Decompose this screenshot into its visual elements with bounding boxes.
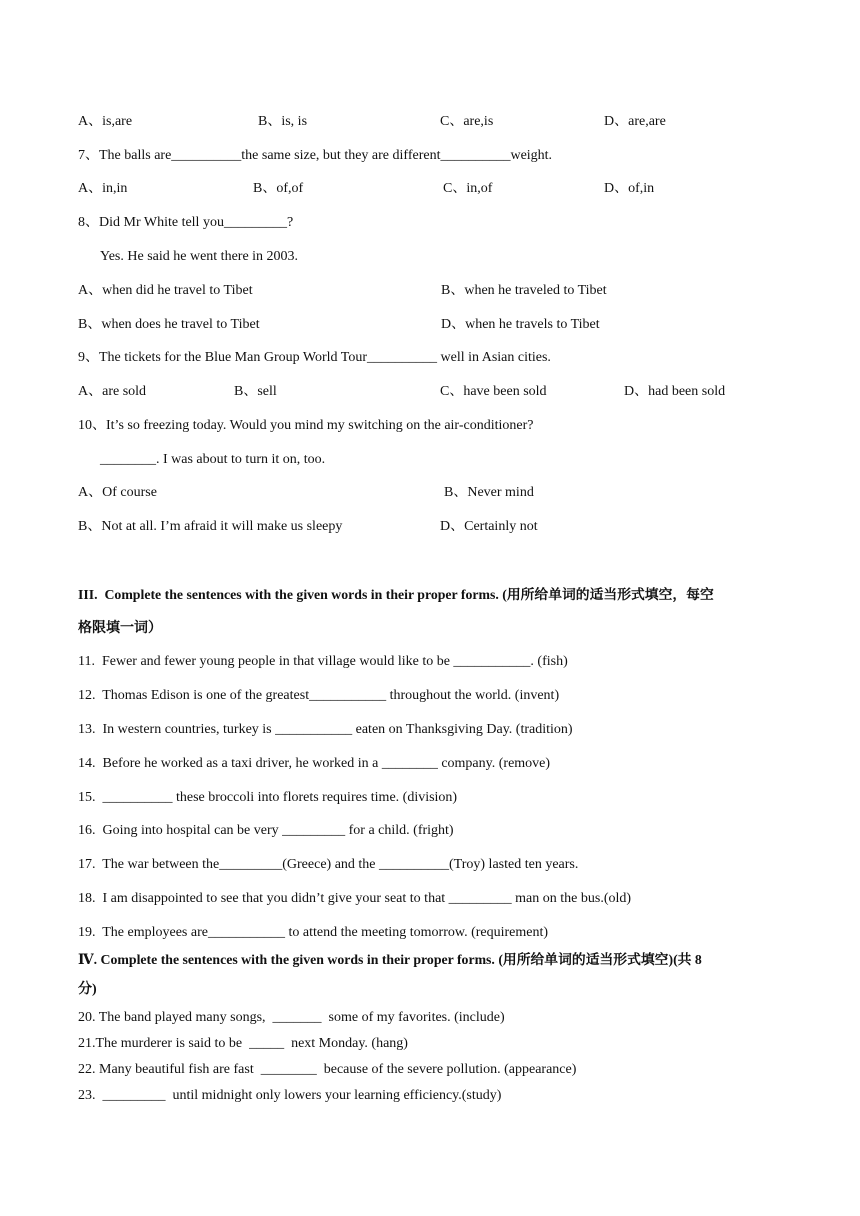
section-3-heading: III. Complete the sentences with the given words in their proper forms. (用所给单词的适当形式填空，每空 bbox=[78, 587, 714, 602]
q8-reply: Yes. He said he went there in 2003. bbox=[100, 249, 299, 264]
q6-option-a: A、is,are bbox=[78, 114, 133, 129]
section-3-item-18: 18. I am disappointed to see that you didn’t give your seat to that _________ man on the bus.(old) bbox=[78, 891, 632, 906]
section-4-item-22: 22. Many beautiful fish are fast ________ because of the severe pollution. (appearance) bbox=[78, 1062, 577, 1077]
section-4-item-23: 23. _________ until midnight only lowers your learning efficiency.(study) bbox=[78, 1088, 502, 1103]
q6-option-c: C、are,is bbox=[440, 114, 494, 129]
q8-option-d: D、when he travels to Tibet bbox=[441, 317, 600, 332]
q8-option-a: A、when did he travel to Tibet bbox=[78, 283, 253, 298]
q8-option-c: B、when does he travel to Tibet bbox=[78, 317, 260, 332]
q7-option-c: C、in,of bbox=[443, 181, 493, 196]
q8-option-b: B、when he traveled to Tibet bbox=[441, 283, 607, 298]
section-3-heading-cont: 格限填一词） bbox=[78, 621, 162, 636]
q9-stem: 9、The tickets for the Blue Man Group World Tour__________ well in Asian cities. bbox=[78, 350, 551, 365]
q10-reply: ________. I was about to turn it on, too. bbox=[100, 452, 326, 467]
q7-stem: 7、The balls are__________the same size, but they are different__________weight. bbox=[78, 148, 553, 163]
section-3-item-14: 14. Before he worked as a taxi driver, he worked in a ________ company. (remove) bbox=[78, 756, 551, 771]
section-3-item-12: 12. Thomas Edison is one of the greatest___________ throughout the world. (invent) bbox=[78, 688, 560, 703]
q7-option-d: D、of,in bbox=[604, 181, 655, 196]
q10-option-d: D、Certainly not bbox=[440, 519, 538, 534]
section-3-item-11: 11. Fewer and fewer young people in that village would like to be ___________. (fish) bbox=[78, 654, 568, 669]
section-4-heading-cont: 分) bbox=[78, 982, 97, 997]
q7-option-b: B、of,of bbox=[253, 181, 304, 196]
section-3-item-15: 15. __________ these broccoli into florets requires time. (division) bbox=[78, 790, 458, 805]
section-3-item-17: 17. The war between the_________(Greece) and the __________(Troy) lasted ten years. bbox=[78, 857, 579, 872]
q10-option-b: B、Never mind bbox=[444, 485, 534, 500]
section-3-item-13: 13. In western countries, turkey is ___________ eaten on Thanksgiving Day. (tradition) bbox=[78, 722, 573, 737]
q8-stem: 8、Did Mr White tell you_________? bbox=[78, 215, 294, 230]
section-3-item-19: 19. The employees are___________ to attend the meeting tomorrow. (requirement) bbox=[78, 925, 549, 940]
q9-option-c: C、have been sold bbox=[440, 384, 547, 399]
q6-option-b: B、is, is bbox=[258, 114, 308, 129]
q10-stem: 10、It’s so freezing today. Would you mind my switching on the air-conditioner? bbox=[78, 418, 534, 433]
section-3-item-16: 16. Going into hospital can be very _________ for a child. (fright) bbox=[78, 823, 454, 838]
q6-option-d: D、are,are bbox=[604, 114, 666, 129]
q7-option-a: A、in,in bbox=[78, 181, 128, 196]
q10-option-c: B、Not at all. I’m afraid it will make us sleepy bbox=[78, 519, 343, 534]
q9-option-b: B、sell bbox=[234, 384, 277, 399]
section-4-item-21: 21.The murderer is said to be _____ next Monday. (hang) bbox=[78, 1036, 408, 1051]
q9-option-a: A、are sold bbox=[78, 384, 147, 399]
q9-option-d: D、had been sold bbox=[624, 384, 726, 399]
q10-option-a: A、Of course bbox=[78, 485, 157, 500]
section-4-heading: Ⅳ. Complete the sentences with the given words in their proper forms. (用所给单词的适当形式填空)(共 8 bbox=[78, 952, 702, 967]
section-4-item-20: 20. The band played many songs, _______ some of my favorites. (include) bbox=[78, 1010, 505, 1025]
